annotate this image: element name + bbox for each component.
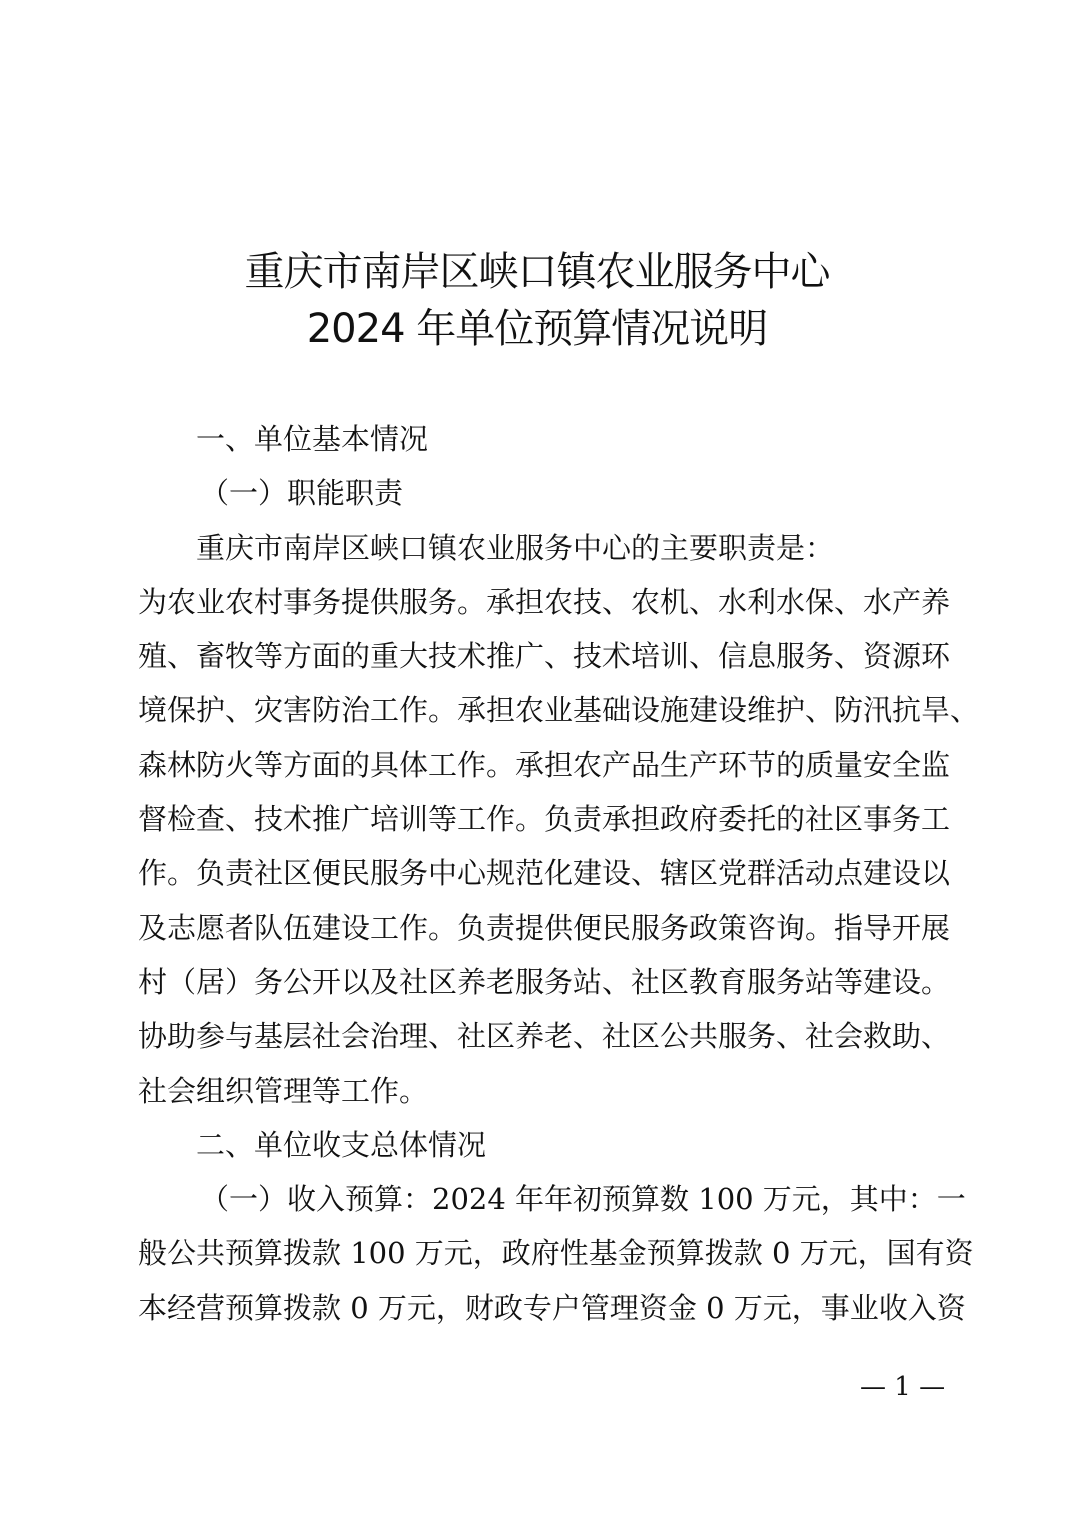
duties-line: 为农业农村事务提供服务。承担农技、农机、水利水保、水产养 (138, 584, 951, 619)
duties-line: 森林防火等方面的具体工作。承担农产品生产环节的质量安全监 (138, 747, 951, 782)
section-heading-basic-info: 一、单位基本情况 (196, 422, 429, 456)
income-line: 般公共预算拨款 100 万元，政府性基金预算拨款 0 万元，国有资 (138, 1236, 974, 1271)
income-line: 本经营预算拨款 0 万元，财政专户管理资金 0 万元，事业收入资 (138, 1290, 966, 1325)
duties-line: 殖、畜牧等方面的重大技术推广、技术培训、信息服务、资源环 (138, 639, 951, 674)
document-title-line-2: 2024 年单位预算情况说明 (306, 306, 768, 352)
duties-line: 作。负责社区便民服务中心规范化建设、辖区党群活动点建设以 (138, 856, 951, 891)
income-line: （一）收入预算：2024 年年初预算数 100 万元，其中：一 (200, 1182, 966, 1217)
section-heading-income-expense: 二、单位收支总体情况 (196, 1127, 487, 1162)
duties-intro: 重庆市南岸区峡口镇农业服务中心的主要职责是： (196, 530, 835, 565)
document-body (138, 412, 980, 1335)
document-title-line-1: 重庆市南岸区峡口镇农业服务中心 (244, 249, 830, 295)
duties-line: 及志愿者队伍建设工作。负责提供便民服务政策咨询。指导开展 (138, 910, 951, 945)
duties-line: 社会组织管理等工作。 (138, 1073, 429, 1108)
duties-line: 境保护、灾害防治工作。承担农业基础设施建设维护、防汛抗旱、 (138, 693, 980, 728)
duties-line: 协助参与基层社会治理、社区养老、社区公共服务、社会救助、 (138, 1019, 951, 1054)
duties-line: 村（居）务公开以及社区养老服务站、社区教育服务站等建设。 (138, 964, 951, 999)
subsection-heading-duties: （一）职能职责 (200, 476, 404, 511)
duties-line: 督检查、技术推广培训等工作。负责承担政府委托的社区事务工 (138, 802, 951, 837)
page-number: — 1 — (860, 1372, 946, 1402)
